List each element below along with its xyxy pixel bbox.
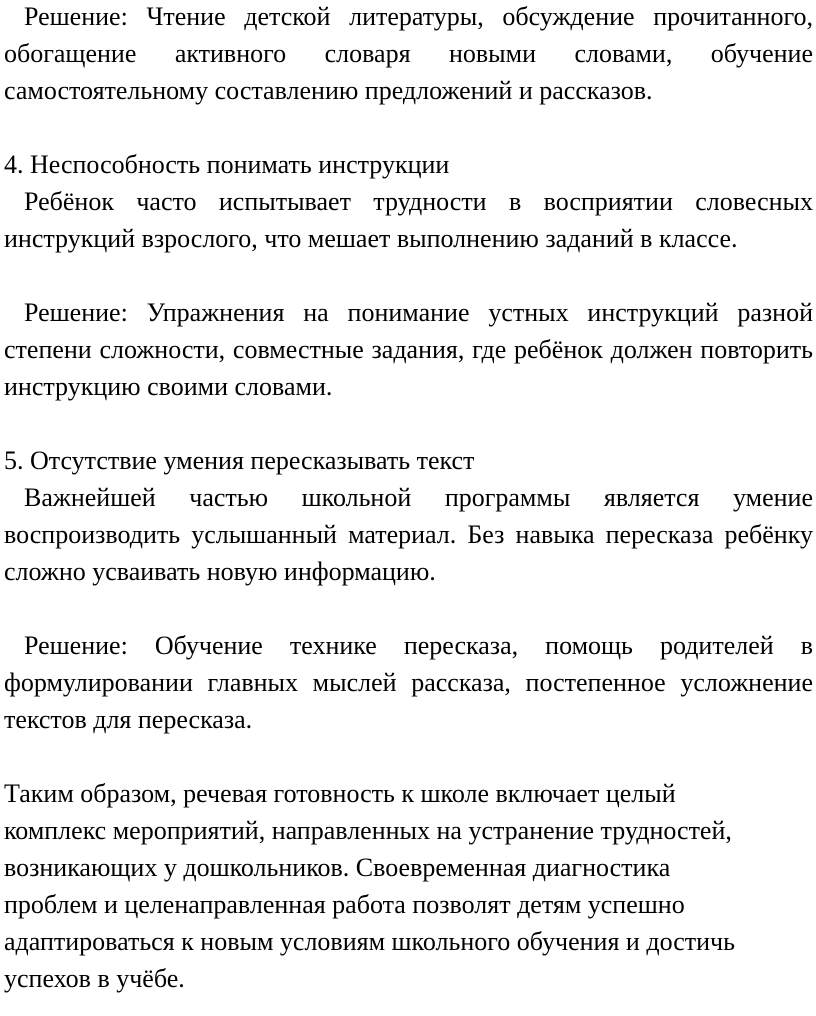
paragraph-spacer — [4, 405, 813, 442]
problem-paragraph-5: Важнейшей частью школьной программы является умение воспроизводить услышанный материал. Без навыка пересказа ребёнку сложно усваивать новую информацию. — [4, 483, 813, 586]
conclusion-line: успехов в учёбе. — [4, 964, 185, 993]
conclusion-line: проблем и целенаправленная работа позволят детям успешно — [4, 890, 685, 919]
conclusion-paragraph — [4, 775, 813, 997]
paragraph-spacer — [4, 590, 813, 627]
solution-paragraph-3: Решение: Чтение детской литературы, обсуждение прочитанного, обогащение активного словаря новыми словами, обучение самостоятельному составлению предложений и рассказов. — [4, 2, 813, 105]
paragraph-spacer — [4, 109, 813, 146]
section-heading-5: 5. Отсутствие умения пересказывать текст — [4, 446, 475, 475]
section-heading-4: 4. Неспособность понимать инструкции — [4, 150, 450, 179]
conclusion-line: адаптироваться к новым условиям школьного обучения и достичь — [4, 927, 735, 956]
paragraph-spacer — [4, 257, 813, 294]
conclusion-line: комплекс мероприятий, направленных на устранение трудностей, — [4, 816, 732, 845]
problem-paragraph-4: Ребёнок часто испытывает трудности в восприятии словесных инструкций взрослого, что мешает выполнению заданий в классе. — [4, 187, 813, 253]
conclusion-line: Таким образом, речевая готовность к школе включает целый — [4, 779, 676, 808]
conclusion-line: возникающих у дошкольников. Своевременная диагностика — [4, 853, 671, 882]
solution-paragraph-5: Решение: Обучение технике пересказа, помощь родителей в формулировании главных мыслей рассказа, постепенное усложнение текстов для пересказа. — [4, 631, 813, 734]
solution-paragraph-4: Решение: Упражнения на понимание устных инструкций разной степени сложности, совместные задания, где ребёнок должен повторить инструкцию своими словами. — [4, 298, 813, 401]
paragraph-spacer — [4, 738, 813, 775]
